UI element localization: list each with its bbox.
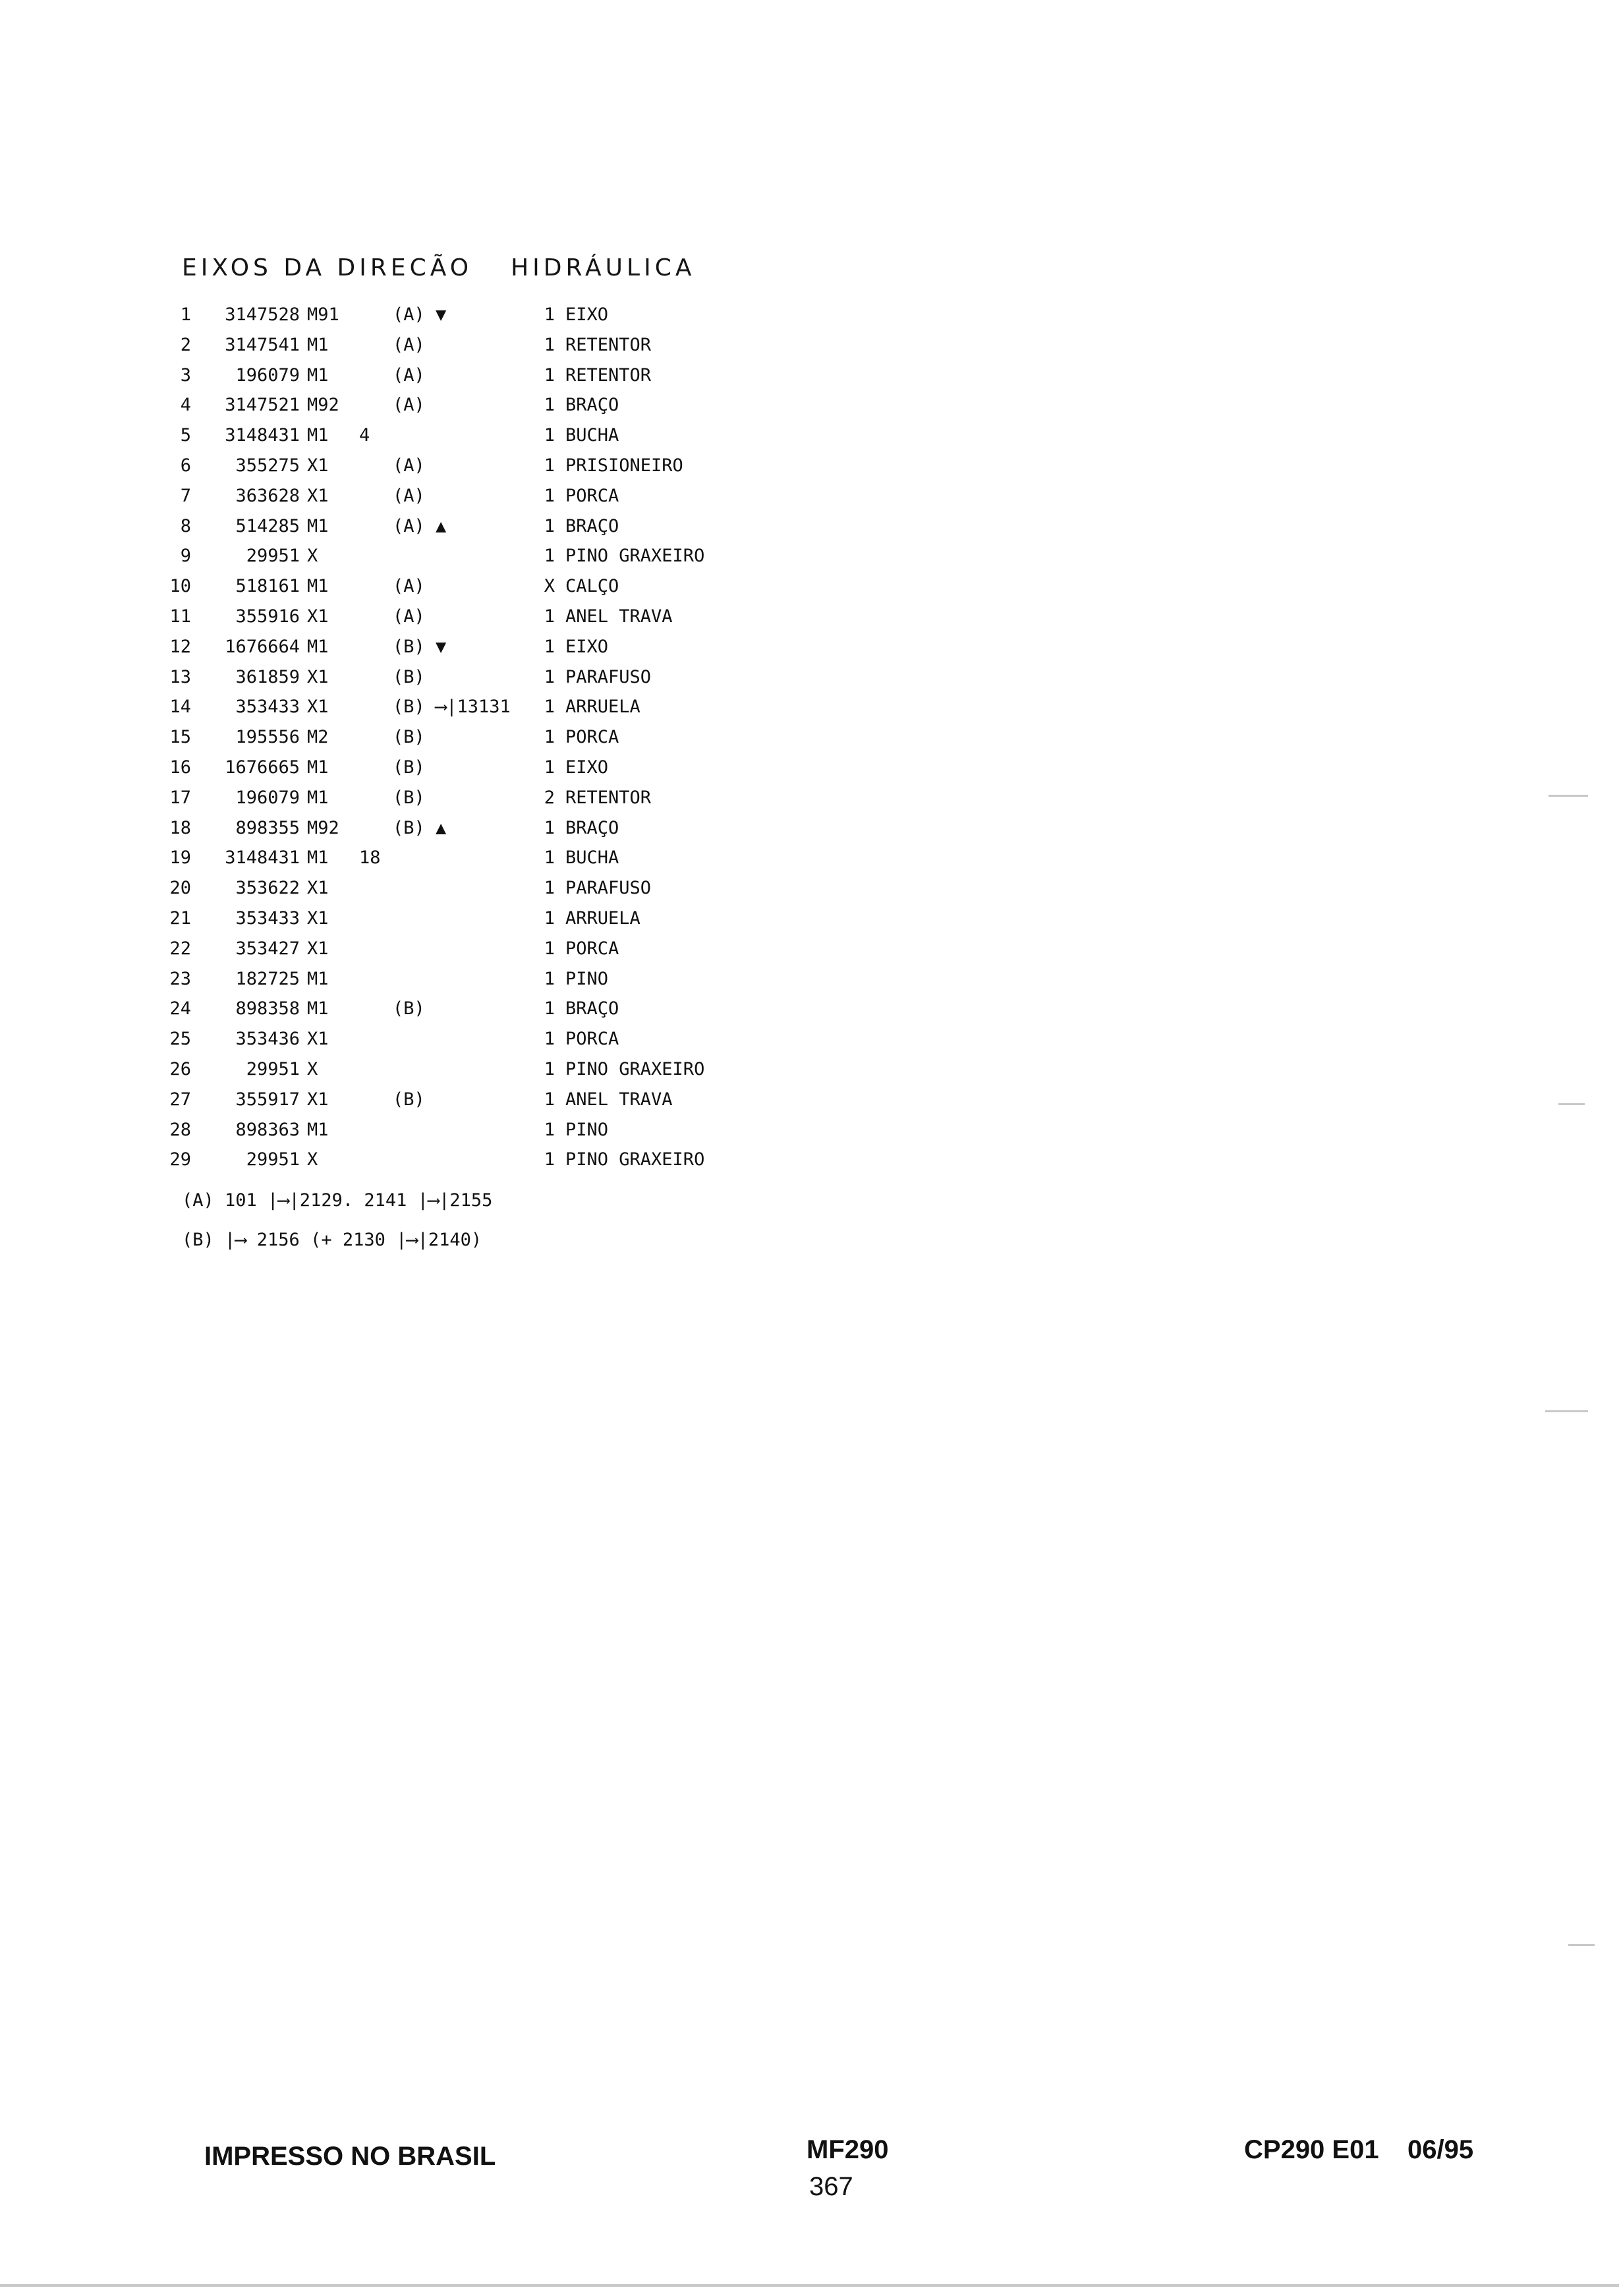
cell-desc: BRAÇO	[565, 998, 619, 1019]
cell-num: 4	[180, 395, 191, 415]
cell-code: M1	[307, 335, 329, 355]
cell-num: 20	[169, 878, 191, 898]
cell-ref: (B)	[393, 998, 425, 1019]
cell-ref: (B) ▲	[393, 818, 447, 838]
cell-num: 24	[169, 998, 191, 1019]
cell-num: 8	[180, 516, 191, 536]
cell-part: 196079	[235, 788, 300, 808]
cell-qty: 1	[544, 1149, 555, 1170]
cell-num: 1	[180, 304, 191, 325]
cell-qty: 1	[544, 546, 555, 566]
footer-model: MF290	[807, 2135, 889, 2164]
cell-ref: (A)	[393, 576, 425, 596]
cell-num: 2	[180, 335, 191, 355]
cell-code: M1	[307, 788, 329, 808]
cell-desc: PRISIONEIRO	[565, 455, 683, 476]
cell-qty: 1	[544, 335, 555, 355]
cell-part: 3147528	[225, 304, 300, 325]
cell-code: M1	[307, 637, 329, 657]
section-title	[182, 254, 695, 281]
cell-num: 25	[169, 1029, 191, 1049]
cell-num: 7	[180, 486, 191, 506]
footer-catalog-code: CP290 E01	[1244, 2135, 1379, 2164]
footer-date: 06/95	[1407, 2135, 1474, 2164]
cell-desc: BUCHA	[565, 847, 619, 868]
cell-num: 23	[169, 969, 191, 989]
cell-qty: X	[544, 576, 555, 596]
cell-part: 3148431	[225, 425, 300, 445]
cell-code: X	[307, 546, 318, 566]
cell-desc: BUCHA	[565, 425, 619, 445]
cell-qty: 1	[544, 637, 555, 657]
cell-qty: 1	[544, 818, 555, 838]
cell-ref: (B)	[393, 727, 425, 747]
cell-qty: 1	[544, 697, 555, 717]
cell-desc: BRAÇO	[565, 818, 619, 838]
cell-code: X	[307, 1059, 318, 1079]
cell-code: X1	[307, 938, 329, 959]
cell-ref: (A)	[393, 365, 425, 386]
cell-num: 27	[169, 1089, 191, 1110]
cell-code: X1	[307, 486, 329, 506]
cell-part: 898355	[235, 818, 300, 838]
cell-part: 898363	[235, 1120, 300, 1140]
cell-code: M91	[307, 304, 339, 325]
cell-part: 29951	[246, 1059, 300, 1079]
cell-part: 518161	[235, 576, 300, 596]
cell-code: M1	[307, 969, 329, 989]
cell-code: X1	[307, 1089, 329, 1110]
cell-num: 14	[169, 697, 191, 717]
cell-code: X1	[307, 697, 329, 717]
cell-qty: 1	[544, 365, 555, 386]
cell-part: 3147521	[225, 395, 300, 415]
cell-desc: PORCA	[565, 1029, 619, 1049]
cell-num: 16	[169, 757, 191, 778]
cell-desc: EIXO	[565, 304, 609, 325]
cell-desc: PINO	[565, 969, 609, 989]
cell-num: 18	[169, 818, 191, 838]
cell-code: M92	[307, 818, 339, 838]
cell-ref: (B)	[393, 1089, 425, 1110]
cell-part: 514285	[235, 516, 300, 536]
scan-mark	[1558, 1103, 1585, 1105]
cell-qty: 1	[544, 757, 555, 778]
cell-code: X1	[307, 667, 329, 687]
cell-part: 3148431	[225, 847, 300, 868]
cell-num: 10	[169, 576, 191, 596]
cell-num: 11	[169, 606, 191, 627]
cell-qty: 2	[544, 788, 555, 808]
cell-qty: 1	[544, 969, 555, 989]
cell-part: 353433	[235, 697, 300, 717]
cell-qty: 1	[544, 1029, 555, 1049]
cell-qty: 1	[544, 395, 555, 415]
cell-qty: 1	[544, 727, 555, 747]
cell-part: 29951	[246, 1149, 300, 1170]
page-bottom-edge	[0, 2284, 1619, 2287]
cell-part: 3147541	[225, 335, 300, 355]
cell-desc: RETENTOR	[565, 365, 652, 386]
cell-num: 21	[169, 908, 191, 929]
cell-qty: 1	[544, 486, 555, 506]
cell-code: M1	[307, 757, 329, 778]
cell-part: 363628	[235, 486, 300, 506]
cell-qty: 1	[544, 455, 555, 476]
cell-desc: PINO GRAXEIRO	[565, 1149, 705, 1170]
cell-desc: PARAFUSO	[565, 667, 652, 687]
cell-part: 195556	[235, 727, 300, 747]
cell-desc: EIXO	[565, 637, 609, 657]
title-part1: EIXOS DA DIRECÃO	[182, 254, 473, 281]
cell-num: 29	[169, 1149, 191, 1170]
cell-desc: CALÇO	[565, 576, 619, 596]
title-part2: HIDRÁULICA	[511, 254, 696, 281]
cell-desc: RETENTOR	[565, 335, 652, 355]
cell-ref: (B) ▼	[393, 637, 447, 657]
scan-mark	[1545, 1410, 1588, 1412]
cell-num: 6	[180, 455, 191, 476]
cell-part: 898358	[235, 998, 300, 1019]
cell-num: 26	[169, 1059, 191, 1079]
cell-num: 13	[169, 667, 191, 687]
cell-num: 17	[169, 788, 191, 808]
cell-part: 355917	[235, 1089, 300, 1110]
page-number: 367	[809, 2172, 853, 2201]
cell-part: 361859	[235, 667, 300, 687]
cell-part: 355916	[235, 606, 300, 627]
cell-ref: (B)	[393, 757, 425, 778]
cell-qty: 1	[544, 1089, 555, 1110]
cell-qty: 1	[544, 938, 555, 959]
cell-extra: 18	[359, 847, 381, 868]
cell-part: 353436	[235, 1029, 300, 1049]
cell-desc: ANEL TRAVA	[565, 606, 673, 627]
cell-qty: 1	[544, 998, 555, 1019]
cell-desc: PARAFUSO	[565, 878, 652, 898]
cell-code: X1	[307, 606, 329, 627]
cell-ref: (A)	[393, 486, 425, 506]
cell-ref: (B)	[393, 667, 425, 687]
note-a: (A) 101 |⟶|2129. 2141 |⟶|2155	[182, 1190, 493, 1211]
cell-code: M1	[307, 576, 329, 596]
cell-code: X1	[307, 908, 329, 929]
cell-part: 353433	[235, 908, 300, 929]
cell-qty: 1	[544, 606, 555, 627]
cell-ref: (A) ▼	[393, 304, 447, 325]
cell-code: M1	[307, 516, 329, 536]
cell-qty: 1	[544, 304, 555, 325]
cell-num: 15	[169, 727, 191, 747]
cell-num: 19	[169, 847, 191, 868]
cell-desc: ANEL TRAVA	[565, 1089, 673, 1110]
cell-num: 12	[169, 637, 191, 657]
cell-qty: 1	[544, 847, 555, 868]
cell-desc: ARRUELA	[565, 908, 640, 929]
scan-mark	[1548, 795, 1588, 797]
cell-qty: 1	[544, 667, 555, 687]
cell-desc: BRAÇO	[565, 516, 619, 536]
cell-part: 1676664	[225, 637, 300, 657]
cell-desc: EIXO	[565, 757, 609, 778]
cell-num: 9	[180, 546, 191, 566]
cell-ref: (A) ▲	[393, 516, 447, 536]
cell-desc: PORCA	[565, 938, 619, 959]
cell-qty: 1	[544, 908, 555, 929]
cell-code: M2	[307, 727, 329, 747]
cell-qty: 1	[544, 425, 555, 445]
cell-desc: PINO	[565, 1120, 609, 1140]
cell-code: M1	[307, 365, 329, 386]
cell-part: 353427	[235, 938, 300, 959]
cell-code: M92	[307, 395, 339, 415]
cell-qty: 1	[544, 516, 555, 536]
cell-code: X1	[307, 878, 329, 898]
cell-ref: (A)	[393, 455, 425, 476]
cell-code: M1	[307, 998, 329, 1019]
cell-num: 5	[180, 425, 191, 445]
cell-ref: (A)	[393, 335, 425, 355]
cell-code: X	[307, 1149, 318, 1170]
cell-ref: (A)	[393, 606, 425, 627]
cell-ref: (A)	[393, 395, 425, 415]
cell-part: 355275	[235, 455, 300, 476]
cell-qty: 1	[544, 878, 555, 898]
cell-ref: (B)	[393, 788, 425, 808]
cell-part: 1676665	[225, 757, 300, 778]
cell-ref: (B) ⟶|13131	[393, 697, 511, 717]
cell-code: X1	[307, 455, 329, 476]
cell-desc: BRAÇO	[565, 395, 619, 415]
cell-num: 3	[180, 365, 191, 386]
cell-code: X1	[307, 1029, 329, 1049]
cell-num: 28	[169, 1120, 191, 1140]
cell-desc: PORCA	[565, 486, 619, 506]
cell-desc: ARRUELA	[565, 697, 640, 717]
cell-part: 182725	[235, 969, 300, 989]
cell-part: 29951	[246, 546, 300, 566]
note-b: (B) |⟶ 2156 (+ 2130 |⟶|2140)	[182, 1230, 482, 1250]
cell-qty: 1	[544, 1120, 555, 1140]
cell-desc: PINO GRAXEIRO	[565, 1059, 705, 1079]
footer-printed-in: IMPRESSO NO BRASIL	[204, 2142, 496, 2171]
scan-mark	[1568, 1944, 1595, 1946]
cell-part: 353622	[235, 878, 300, 898]
cell-desc: PINO GRAXEIRO	[565, 546, 705, 566]
cell-desc: RETENTOR	[565, 788, 652, 808]
cell-extra: 4	[359, 425, 370, 445]
cell-code: M1	[307, 1120, 329, 1140]
cell-code: M1	[307, 847, 329, 868]
cell-num: 22	[169, 938, 191, 959]
cell-code: M1	[307, 425, 329, 445]
cell-part: 196079	[235, 365, 300, 386]
cell-qty: 1	[544, 1059, 555, 1079]
cell-desc: PORCA	[565, 727, 619, 747]
